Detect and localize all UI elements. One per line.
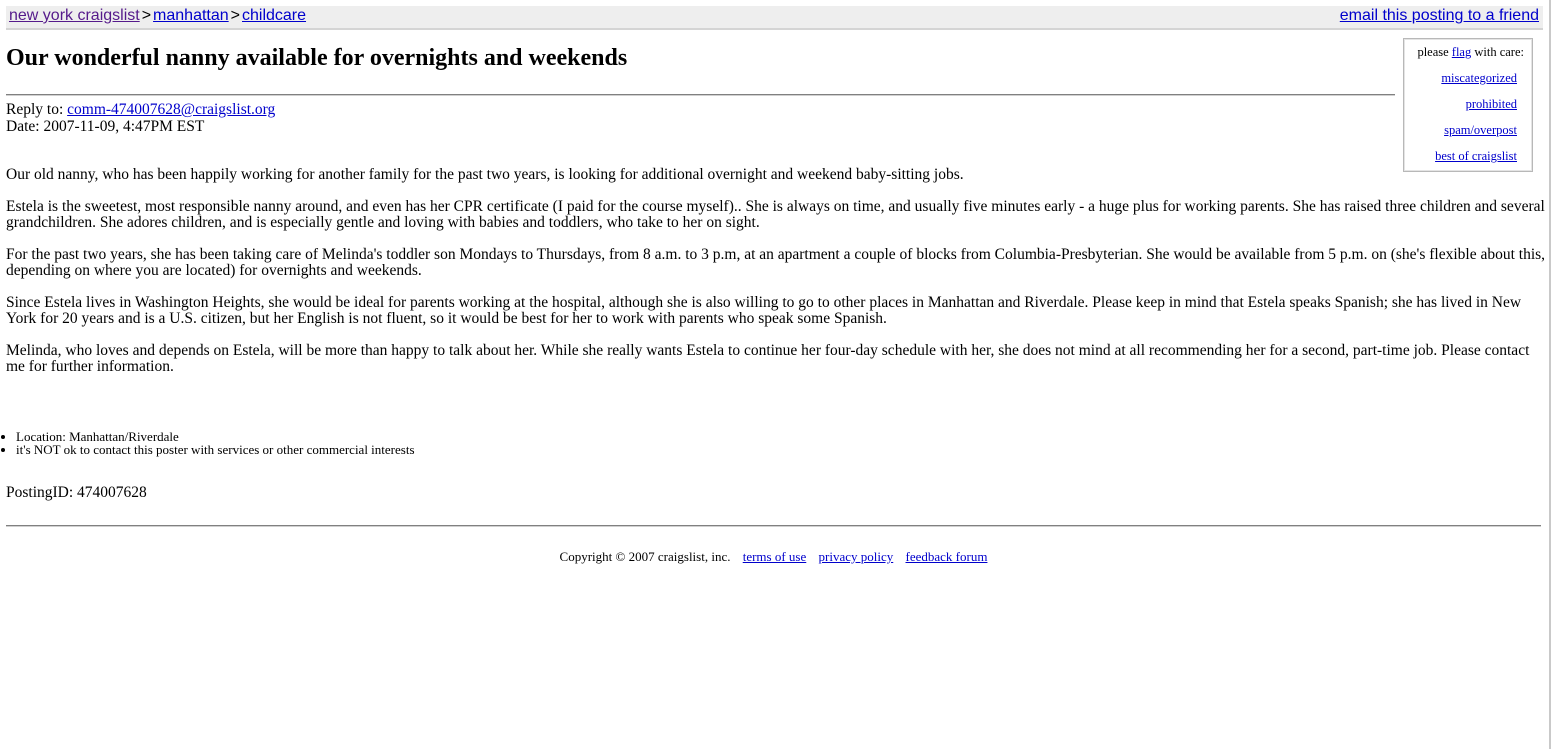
flag-link[interactable]: flag [1451, 45, 1472, 59]
posting-date: Date: 2007-11-09, 4:47PM EST [6, 117, 205, 135]
body-paragraph: Our old nanny, who has been happily working for another family for the past two years, is looking for additional overnight and weekend baby-sitting jobs. [6, 166, 964, 183]
breadcrumb-bar [6, 6, 1543, 30]
footer-divider [6, 525, 1541, 527]
body-paragraph: Estela is the sweetest, most responsible nanny around, and even has her CPR certificate (I paid for the course myself).. She is always on time, and usually five minutes early - a huge plus for working parents. She has raised three children and several grandchildren. She adores children, and is especially gentle and loving with babies and toddlers, who take to her on sight. [6, 198, 1545, 231]
terms-of-use-link[interactable]: terms of use [742, 549, 807, 564]
flag-best-of-link[interactable]: best of craigslist [1435, 149, 1517, 163]
location-attribute: • Location: Manhattan/Riverdale [16, 430, 415, 443]
breadcrumb [9, 7, 306, 25]
privacy-policy-link[interactable]: privacy policy [818, 549, 894, 564]
body-paragraph: Since Estela lives in Washington Heights, she would be ideal for parents working at the hospital, although she is also willing to go to other places in Manhattan and Riverdale. Please keep in mind that Estela speaks Spanish; she has lived in New York for 20 years and is a U.S. citizen, but her English is not fluent, so it would be best for her to work with parents who speak some Spanish. [6, 294, 1522, 327]
posting-body [6, 167, 1546, 391]
flag-spam-overpost-link[interactable]: spam/overpost [1444, 123, 1517, 137]
breadcrumb-separator: > [230, 7, 240, 24]
breadcrumb-link-category[interactable]: childcare [242, 7, 307, 24]
flag-prefix: please [1417, 45, 1449, 59]
breadcrumb-link-area[interactable]: manhattan [153, 7, 229, 24]
footer [0, 549, 1547, 565]
breadcrumb-link-site[interactable]: new york craigslist [9, 7, 140, 24]
reply-to-label: Reply to: [6, 101, 64, 118]
feedback-forum-link[interactable]: feedback forum [905, 549, 988, 564]
reply-to-line [6, 102, 275, 119]
copyright-text: Copyright © 2007 craigslist, inc. [559, 549, 731, 564]
flag-box [1403, 38, 1533, 172]
flag-miscategorized-link[interactable]: miscategorized [1441, 71, 1517, 85]
breadcrumb-separator: > [141, 7, 152, 24]
flag-prohibited-link[interactable]: prohibited [1465, 97, 1517, 111]
flag-suffix: with care: [1474, 45, 1524, 59]
posting-id: PostingID: 474007628 [6, 484, 147, 501]
email-posting-link[interactable]: email this posting to a friend [1339, 7, 1539, 24]
posting-attributes [0, 430, 415, 456]
reply-email-link[interactable]: comm-474007628@craigslist.org [67, 101, 276, 118]
contact-policy-attribute: • it's NOT ok to contact this poster with services or other commercial interests [16, 443, 415, 456]
posting-title: Our wonderful nanny available for overnights and weekends [6, 45, 628, 71]
body-paragraph: Melinda, who loves and depends on Estela, will be more than happy to talk about her. While she really wants Estela to continue her four-day schedule with her, she does not mind at all recommending her for a second, part-time job. Please contact me for further information. [6, 342, 1530, 375]
body-paragraph: For the past two years, she has been taking care of Melinda's toddler son Mondays to Thursdays, from 8 a.m. to 3 p.m, at an apartment a couple of blocks from Columbia-Presbyterian. She would be available from 5 p.m. on (she's flexible about this, depending on where you are located) for overnights and weekends. [6, 246, 1546, 279]
title-divider [6, 94, 1395, 96]
flag-box-header [1417, 45, 1524, 60]
posting-meta [6, 102, 275, 135]
